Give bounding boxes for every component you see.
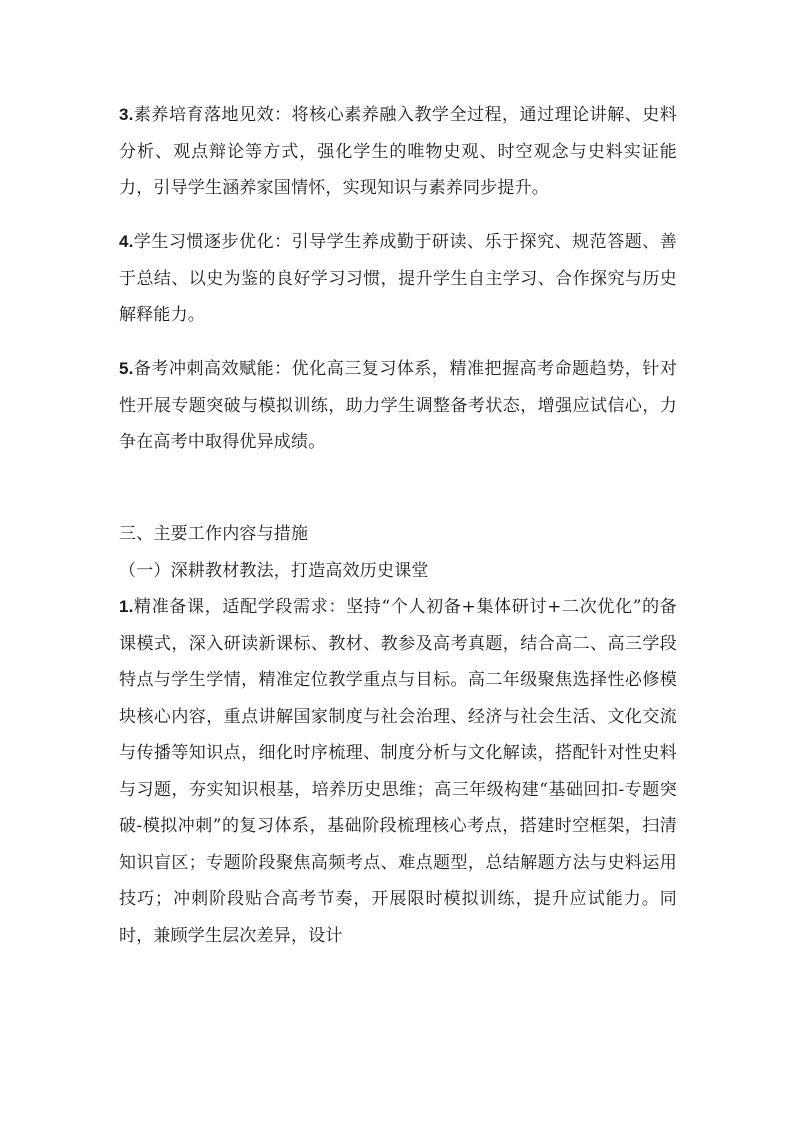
paragraph-number: 4. [119, 232, 134, 251]
paragraph-number: 1. [119, 597, 134, 616]
section-heading: 三、主要工作内容与措施 [119, 524, 309, 544]
paragraph-text: 素养培育落地见效：将核心素养融入教学全过程，通过理论讲解、史料分析、观点辩论等方式，强化学生的唯物史观、时空观念与史料实证能力，引导学生涵养家国情怀，实现知识与素养同步提升。 [119, 105, 677, 198]
paragraph-number: 5. [119, 359, 134, 378]
paragraph-item-3 [119, 97, 677, 207]
paragraph-item-5 [119, 351, 677, 461]
paragraph-text: 学生习惯逐步优化：引导学生养成勤于研读、乐于探究、规范答题、善于总结、以史为鉴的良好学习习惯，提升学生自主学习、合作探究与历史解释能力。 [119, 232, 677, 325]
paragraph-text: 精准备课，适配学段需求：坚持“个人初备+集体研讨+二次优化”的备课模式，深入研读新课标、教材、教参及高考真题，结合高二、高三学段特点与学生学情，精准定位教学重点与目标。高二年级聚焦选择性必修模块核心内容，重点讲解国家制度与社会治理、经济与社会生活、文化交流与传播等知识点，细化时序梳理、制度分析与文化解读，搭配针对性史料与习题，夯实知识根基，培养历史思维；高三年级构建“基础回扣-专题突破-模拟冲刺”的复习体系，基础阶段梳理核心考点，搭建时空框架，扫清知识盲区；专题阶段聚焦高频考点、难点题型，总结解题方法与史料运用技巧；冲刺阶段贴合高考节奏，开展限时模拟训练，提升应试能力。同时，兼顾学生层次差异，设计 [119, 597, 677, 946]
paragraph-item-1 [119, 589, 677, 954]
paragraph-number: 3. [119, 105, 134, 124]
paragraph-text: 备考冲刺高效赋能：优化高三复习体系，精准把握高考命题趋势，针对性开展专题突破与模拟训练，助力学生调整备考状态，增强应试信心，力争在高考中取得优异成绩。 [119, 359, 677, 452]
subsection-heading: （一）深耕教材教法，打造高效历史课堂 [119, 561, 429, 581]
paragraph-item-4 [119, 224, 677, 334]
